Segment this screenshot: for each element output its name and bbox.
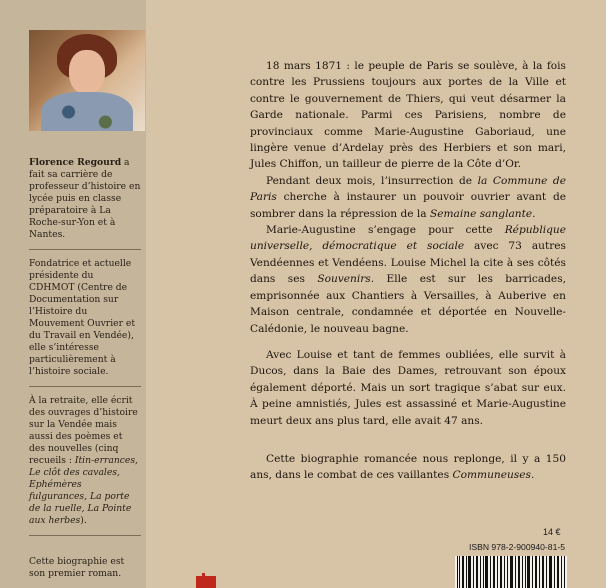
isbn-label: ISBN 978-2-900940-81-5 — [468, 542, 565, 552]
synopsis-paragraph-1: 18 mars 1871 : le peuple de Paris se soulève, à la fois contre les Prussiens toujours aux portes de la Ville et contre le gouvernement de Thiers, qui veut désarmer la Garde nationale. Parmi ces Parisiens, nombre de provinciaux comme Marie-Augustine Gaboriaud, une lingère venue d’Ardelay près des Herbiers et son mari, Jules Chiffon, un tailleur de pierre de la Côte d’Or. — [250, 60, 566, 171]
author-name: Florence Regourd — [29, 157, 122, 168]
p2-italic-commune: la Commune de Paris — [250, 174, 566, 204]
synopsis-paragraph-4: Avec Louise et tant de femmes oubliées, elle survit à Ducos, dans la Baie des Dames, retrouvant son époux également déporté. Mais un sort tragique s’abat sur eux. À peine amnistiés, Jules est assassiné et Marie-Augustine meurt deux ans plus tard, elle avait 47 ans. — [250, 348, 566, 427]
p3-text-c: avec 73 autres Vendéennes et Vendéens. Louise Michel la cite à ses côtés dans ses — [250, 240, 566, 286]
p3-text-e: . Elle est sur les barricades, emprisonnée aux Chantiers à Versailles, à Auberive en Maison centrale, condamnée et déportée en Nouvelle-Calédonie, le nouveau bagne. — [250, 273, 566, 335]
synopsis — [250, 58, 566, 484]
p3-italic-souvenirs: Souvenirs — [317, 273, 371, 286]
p2-text-a: Pendant deux mois, l’insurrection de — [266, 174, 478, 187]
bio-divider — [29, 386, 141, 387]
bio-text-3a: À la retraite, elle écrit des ouvrages d’histoire sur la Vendée mais aussi des poèmes et des nouvelles (cinq recueils : — [29, 395, 138, 466]
photo-shirt — [41, 92, 133, 131]
barcode — [455, 556, 567, 588]
p2-text-e: . — [532, 207, 536, 220]
author-photo — [29, 30, 145, 131]
bio-paragraph-4: Cette biographie est son premier roman. — [29, 556, 125, 579]
synopsis-paragraph-2 — [250, 173, 566, 222]
bio-text-3c: ). — [80, 515, 87, 526]
author-sidebar — [0, 0, 146, 588]
p3-italic-republique: République universelle, démocratique et sociale — [250, 224, 566, 253]
publisher-logo — [196, 576, 216, 588]
p5-text-c: . — [530, 469, 535, 482]
price-label: 14 € — [543, 527, 561, 537]
bio-paragraph-1 — [29, 157, 141, 241]
author-bio — [29, 157, 141, 588]
page-gutter — [606, 0, 615, 588]
p5-italic-communeuses: Communeuses — [452, 469, 531, 482]
synopsis-paragraph-3 — [250, 222, 566, 337]
p3-text-a: Marie-Augustine s’engage pour cette — [266, 224, 505, 237]
synopsis-paragraph-5 — [250, 451, 566, 484]
p2-text-c: cherche à instaurer un pouvoir ouvrier avant de sombrer dans la répression de la — [250, 191, 566, 220]
bio-paragraph-3 — [29, 395, 141, 527]
photo-face — [69, 50, 105, 94]
bio-text-1: a fait sa carrière de professeur d’histoire en lycée puis en classe préparatoire à La Roche-sur-Yon et à Nantes. — [29, 157, 141, 240]
p2-italic-semaine: Semaine sanglante — [429, 207, 533, 220]
p5-text-a: Cette biographie romancée nous replonge, il y a 150 ans, dans le combat de ces vaillantes — [250, 452, 566, 482]
bio-titles: Itin-errances, Le clôt des cavales, Ephémères fulgurances, La porte de la ruelle, La Pointe aux herbes — [29, 455, 138, 526]
bio-divider — [29, 535, 141, 536]
bio-divider — [29, 249, 141, 250]
bio-paragraph-2: Fondatrice et actuelle présidente du CDHMOT (Centre de Documentation sur l’Histoire du Mouvement Ouvrier et du Travail en Vendée), elle s’intéresse particulièrement à l’histoire sociale. — [29, 258, 136, 377]
